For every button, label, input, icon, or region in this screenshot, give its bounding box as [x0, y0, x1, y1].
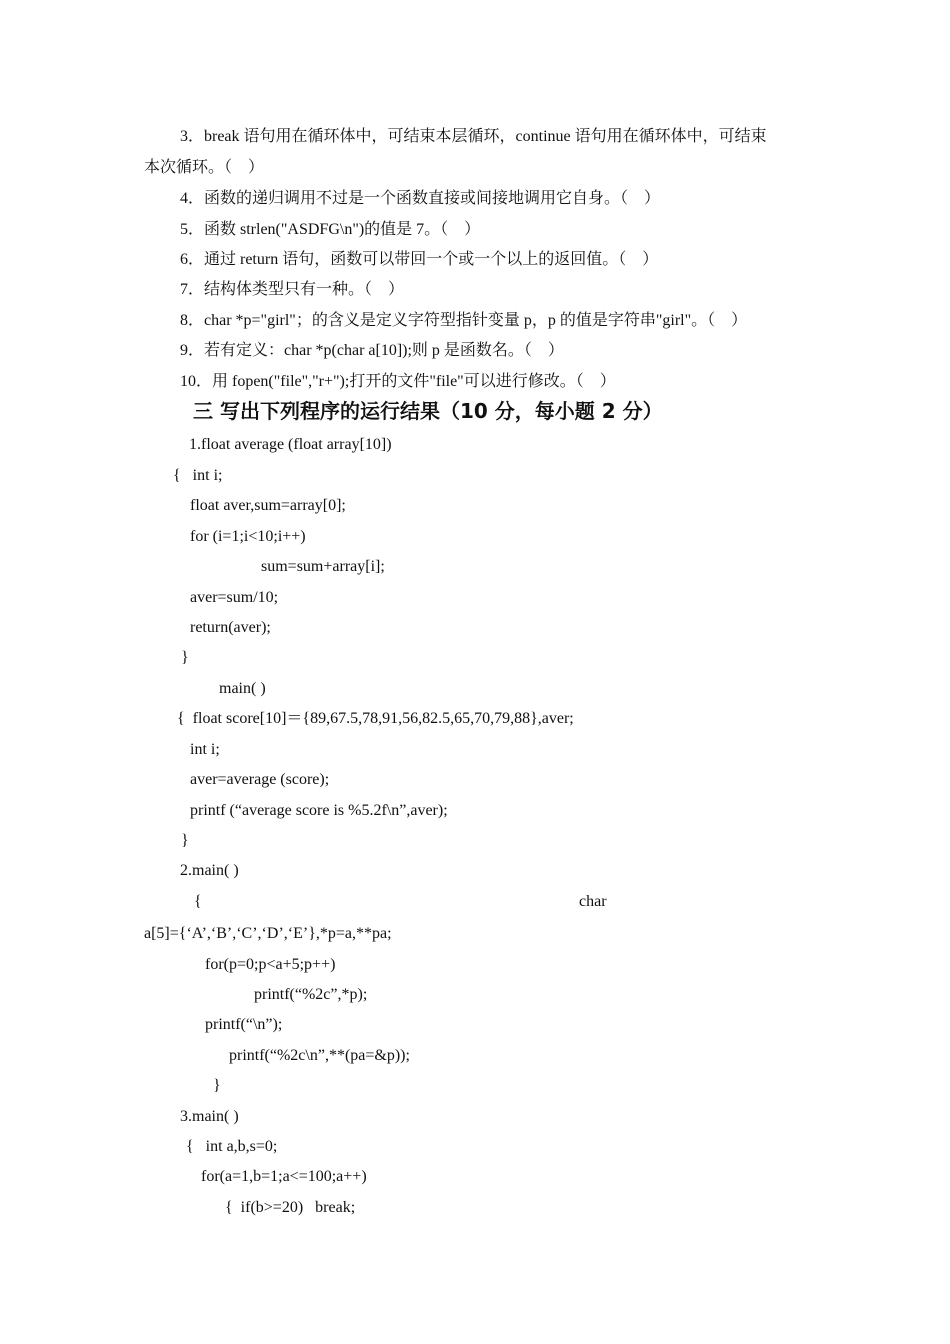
program-3-line: { int a,b,s=0;: [186, 1138, 278, 1155]
question-6: 6．通过 return 语句，函数可以带回一个或一个以上的返回值。（ ）: [180, 251, 659, 268]
question-7: 7．结构体类型只有一种。（ ）: [180, 281, 405, 298]
program-2-line: printf(“%2c”,*p);: [254, 986, 368, 1003]
question-3-line-2: 本次循环。（ ）: [144, 159, 265, 176]
section-3-heading: 三 写出下列程序的运行结果（10 分，每小题 2 分）: [193, 399, 663, 423]
question-10: 10．用 fopen("file","r+");打开的文件"file"可以进行修改。（ ）: [180, 373, 616, 390]
question-5: 5．函数 strlen("ASDFG\n")的值是 7。（ ）: [180, 221, 481, 238]
question-9: 9．若有定义：char *p(char a[10]);则 p 是函数名。（ ）: [180, 342, 564, 359]
program-1-line: 1.float average (float array[10]): [189, 436, 392, 453]
program-3-line: 3.main( ): [180, 1108, 239, 1125]
program-3-line: { if(b>=20) break;: [225, 1199, 356, 1216]
program-2-line: for(p=0;p<a+5;p++): [205, 956, 336, 973]
program-1-line: aver=sum/10;: [190, 589, 279, 606]
program-3-line: for(a=1,b=1;a<=100;a++): [201, 1168, 367, 1185]
question-4: 4．函数的递归调用不过是一个函数直接或间接地调用它自身。（ ）: [180, 190, 661, 207]
program-2-line: }: [213, 1077, 221, 1094]
program-1-line: aver=average (score);: [190, 771, 330, 788]
program-1-line: { int i;: [173, 467, 223, 484]
program-2-line: char: [579, 893, 607, 910]
question-8: 8．char *p="girl"；的含义是定义字符型指针变量 p，p 的值是字符串"girl"。（ ）: [180, 312, 748, 329]
program-1-line: int i;: [190, 741, 220, 758]
program-2-line: printf(“%2c\n”,**(pa=&p));: [229, 1047, 410, 1064]
program-2-line: printf(“\n”);: [205, 1016, 283, 1033]
program-1-line: return(aver);: [190, 619, 271, 636]
program-1-line: }: [181, 832, 189, 849]
program-1-line: for (i=1;i<10;i++): [190, 528, 306, 545]
program-1-line: sum=sum+array[i];: [261, 558, 385, 575]
program-2-line: a[5]={‘A’,‘B’,‘C’,‘D’,‘E’},*p=a,**pa;: [144, 925, 392, 942]
program-1-line: main( ): [219, 680, 266, 697]
program-1-line: printf (“average score is %5.2f\n”,aver);: [190, 802, 448, 819]
program-1-line: float aver,sum=array[0];: [190, 497, 346, 514]
question-3-line-1: 3．break 语句用在循环体中，可结束本层循环，continue 语句用在循环体中，可结束: [180, 128, 767, 145]
program-2-line: 2.main( ): [180, 862, 239, 879]
program-2-line: {: [194, 893, 202, 910]
program-1-line: }: [181, 649, 189, 666]
program-1-line: { float score[10]＝{89,67.5,78,91,56,82.5,65,70,79,88},aver;: [177, 710, 574, 727]
